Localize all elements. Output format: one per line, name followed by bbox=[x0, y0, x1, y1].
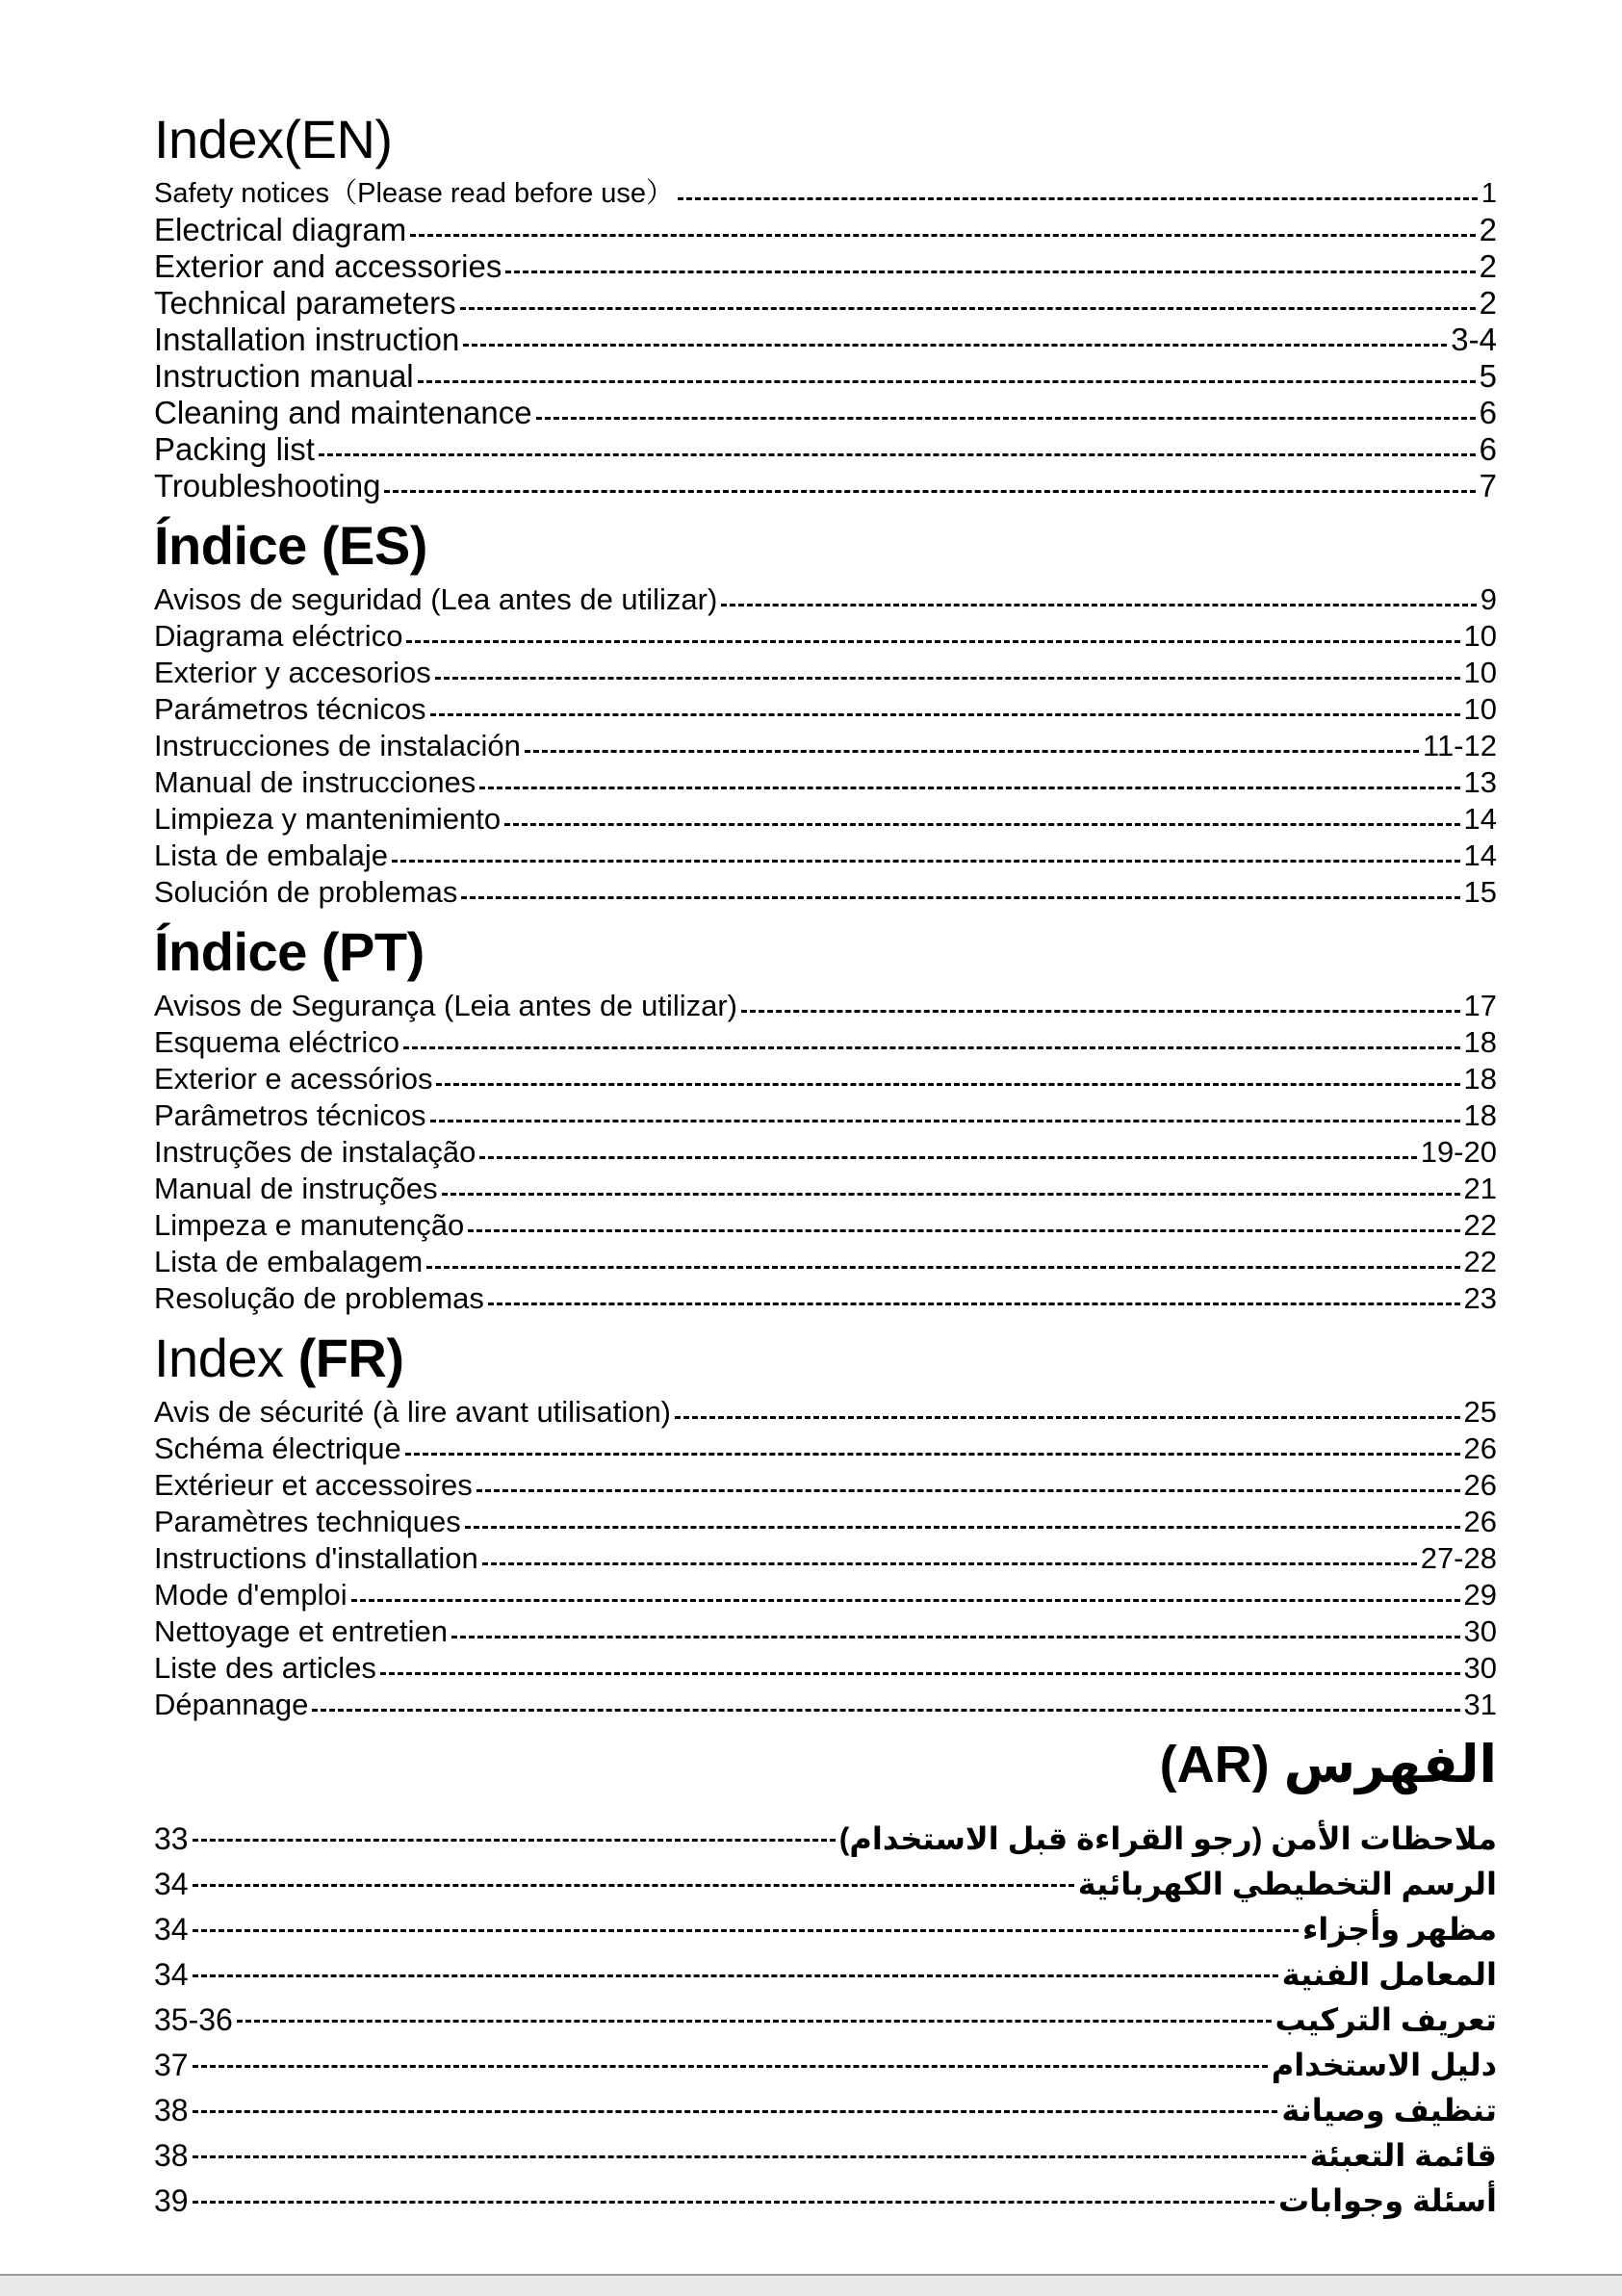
entry-label: Instructions d'installation bbox=[154, 1541, 478, 1575]
entry-page: 1 bbox=[1480, 178, 1497, 209]
section-en bbox=[154, 108, 1497, 503]
toc-entry[interactable] bbox=[154, 726, 1497, 762]
entry-page: 15 bbox=[1463, 875, 1497, 909]
entry-page: 26 bbox=[1463, 1432, 1497, 1465]
entry-label: Technical parameters bbox=[154, 285, 456, 321]
dot-leader bbox=[403, 1046, 1460, 1049]
dot-leader bbox=[193, 2065, 1268, 2068]
dot-leader bbox=[430, 713, 1460, 716]
dot-leader bbox=[468, 1229, 1459, 1232]
entry-page: 10 bbox=[1463, 692, 1497, 726]
entry-page: 26 bbox=[1463, 1468, 1497, 1502]
dot-leader bbox=[193, 2155, 1306, 2158]
toc-entry[interactable] bbox=[154, 1810, 1497, 1855]
entry-label: المعامل الفنية bbox=[1281, 1957, 1497, 1992]
entry-page: 6 bbox=[1479, 395, 1497, 430]
entry-page: 39 bbox=[154, 2183, 189, 2218]
entry-page: 21 bbox=[1463, 1172, 1497, 1205]
entry-label: Instruction manual bbox=[154, 358, 414, 394]
entry-page: 27-28 bbox=[1420, 1541, 1497, 1575]
toc-entry[interactable] bbox=[154, 799, 1497, 836]
dot-leader bbox=[430, 1120, 1460, 1122]
toc-entry[interactable] bbox=[154, 762, 1497, 799]
entry-label: Paramètres techniques bbox=[154, 1505, 461, 1538]
entry-page: 26 bbox=[1463, 1505, 1497, 1538]
toc-entry[interactable] bbox=[154, 872, 1497, 909]
entry-page: 18 bbox=[1463, 1062, 1497, 1096]
dot-leader bbox=[435, 677, 1460, 680]
section-fr bbox=[154, 1327, 1497, 1721]
section-pt bbox=[154, 920, 1497, 1315]
entry-label: Extérieur et accessoires bbox=[154, 1468, 473, 1502]
toc-entry[interactable] bbox=[154, 653, 1497, 689]
entry-label: أسئلة وجوابات bbox=[1277, 2183, 1497, 2218]
entry-page: 2 bbox=[1479, 248, 1497, 284]
toc-entry[interactable] bbox=[154, 1205, 1497, 1242]
dot-leader bbox=[410, 234, 1475, 237]
entry-page: 29 bbox=[1463, 1578, 1497, 1612]
toc-entry[interactable] bbox=[154, 1022, 1497, 1059]
dot-leader bbox=[525, 750, 1419, 753]
entry-page: 38 bbox=[154, 2138, 189, 2173]
entry-page: 34 bbox=[154, 1912, 189, 1947]
entry-page: 2 bbox=[1479, 212, 1497, 247]
table-of-contents bbox=[154, 108, 1497, 2217]
toc-entry[interactable] bbox=[154, 320, 1497, 356]
toc-entry[interactable] bbox=[154, 1991, 1497, 2036]
section-heading-ar: الفهرس (AR) bbox=[1159, 1736, 1497, 1793]
entry-label: Diagrama eléctrico bbox=[154, 619, 403, 653]
toc-entry[interactable] bbox=[154, 1855, 1497, 1900]
entry-label: Troubleshooting bbox=[154, 468, 381, 503]
entry-page: 22 bbox=[1463, 1208, 1497, 1242]
entry-label: Packing list bbox=[154, 431, 315, 467]
entry-label: Resolução de problemas bbox=[154, 1281, 484, 1315]
heading-bold: (FR) bbox=[297, 1328, 404, 1388]
entry-label: Exterior and accessories bbox=[154, 248, 502, 284]
dot-leader bbox=[193, 1839, 836, 1842]
entry-label: ملاحظات الأمن (رجو القراءة قبل الاستخدام) bbox=[838, 1821, 1497, 1856]
entry-page: 10 bbox=[1463, 619, 1497, 653]
toc-entry[interactable] bbox=[154, 1242, 1497, 1278]
entry-label: Dépannage bbox=[154, 1688, 309, 1721]
entry-label: Electrical diagram bbox=[154, 212, 407, 247]
dot-leader bbox=[442, 1193, 1460, 1196]
entry-page: 11-12 bbox=[1423, 729, 1497, 762]
dot-leader bbox=[479, 787, 1459, 789]
section-ar bbox=[154, 1731, 1497, 2217]
entry-page: 9 bbox=[1480, 582, 1497, 616]
entry-label: Parâmetros técnicos bbox=[154, 1098, 426, 1132]
toc-entry[interactable] bbox=[154, 836, 1497, 872]
dot-leader bbox=[319, 453, 1476, 456]
dot-leader bbox=[193, 2201, 1274, 2204]
dot-leader bbox=[505, 271, 1475, 273]
entry-label: Cleaning and maintenance bbox=[154, 395, 532, 430]
toc-entry[interactable] bbox=[154, 1648, 1497, 1685]
entry-label: Manual de instruções bbox=[154, 1172, 438, 1205]
dot-leader bbox=[465, 1526, 1460, 1529]
toc-entry[interactable] bbox=[154, 283, 1497, 320]
section-es bbox=[154, 514, 1497, 909]
toc-entry[interactable] bbox=[154, 2127, 1497, 2172]
entry-label: Installation instruction bbox=[154, 322, 460, 357]
dot-leader bbox=[741, 1010, 1460, 1013]
toc-entry[interactable] bbox=[154, 246, 1497, 283]
entry-label: Lista de embalaje bbox=[154, 838, 388, 872]
entry-label: Instruções de instalação bbox=[154, 1135, 476, 1169]
entry-label: دليل الاستخدام bbox=[1271, 2048, 1497, 2082]
entry-label: قائمة التعبئة bbox=[1309, 2138, 1497, 2173]
entry-label: Exterior e acessórios bbox=[154, 1062, 433, 1096]
dot-leader bbox=[405, 1453, 1460, 1456]
entry-label: Liste des articles bbox=[154, 1651, 376, 1685]
section-heading-en: Index(EN) bbox=[154, 109, 393, 169]
entry-page: 14 bbox=[1463, 802, 1497, 836]
heading-plain: Index bbox=[154, 1328, 284, 1388]
toc-entry[interactable] bbox=[154, 1900, 1497, 1946]
entry-page: 10 bbox=[1463, 656, 1497, 689]
dot-leader bbox=[193, 2110, 1278, 2113]
entry-label: Limpieza y mantenimiento bbox=[154, 802, 502, 836]
entry-label: Limpeza e manutenção bbox=[154, 1208, 465, 1242]
entry-label: مظهر وأجزاء bbox=[1301, 1912, 1497, 1947]
dot-leader bbox=[237, 2020, 1272, 2023]
dot-leader bbox=[384, 490, 1475, 493]
toc-entry[interactable] bbox=[154, 1575, 1497, 1612]
toc-entry[interactable] bbox=[154, 689, 1497, 726]
dot-leader bbox=[451, 1636, 1459, 1638]
dot-leader bbox=[504, 823, 1459, 826]
dot-leader bbox=[460, 307, 1476, 310]
dot-leader bbox=[406, 640, 1459, 643]
entry-label: Lista de embalagem bbox=[154, 1245, 424, 1278]
dot-leader bbox=[482, 1562, 1417, 1565]
dot-leader bbox=[488, 1303, 1460, 1305]
dot-leader bbox=[392, 860, 1460, 863]
entry-page: 38 bbox=[154, 2093, 189, 2128]
entry-page: 34 bbox=[154, 1867, 189, 1901]
dot-leader bbox=[351, 1599, 1460, 1602]
toc-entry[interactable] bbox=[154, 210, 1497, 246]
entry-label: Nettoyage et entretien bbox=[154, 1614, 449, 1648]
entry-page: 23 bbox=[1463, 1281, 1497, 1315]
entry-label: Exterior y accesorios bbox=[154, 656, 431, 689]
entry-label: تنظيف وصيانة bbox=[1281, 2093, 1497, 2128]
entry-page: 33 bbox=[154, 1821, 189, 1856]
entry-page: 25 bbox=[1463, 1395, 1497, 1429]
dot-leader bbox=[312, 1709, 1459, 1712]
entry-page: 6 bbox=[1479, 431, 1497, 467]
toc-entry[interactable] bbox=[154, 1538, 1497, 1575]
entry-label: الرسم التخطيطي الكهربائية bbox=[1077, 1867, 1497, 1901]
toc-entry[interactable] bbox=[154, 1169, 1497, 1205]
entry-label: Safety notices（Please read before use） bbox=[154, 178, 675, 209]
entry-label: Avisos de seguridad (Lea antes de utilizar) bbox=[154, 582, 718, 616]
toc-entry[interactable] bbox=[154, 1465, 1497, 1502]
entry-page: 34 bbox=[154, 1957, 189, 1992]
page-bottom-border bbox=[0, 2274, 1622, 2296]
section-heading-es: Índice (ES) bbox=[154, 515, 427, 576]
toc-entry[interactable] bbox=[154, 1612, 1497, 1648]
dot-leader bbox=[476, 1489, 1460, 1492]
entry-page: 7 bbox=[1479, 468, 1497, 503]
dot-leader bbox=[193, 1884, 1074, 1887]
dot-leader bbox=[193, 1974, 1278, 1977]
entry-label: تعريف التركيب bbox=[1274, 2002, 1497, 2037]
section-heading-pt: Índice (PT) bbox=[154, 921, 425, 982]
entry-page: 31 bbox=[1463, 1688, 1497, 1721]
toc-entry[interactable] bbox=[154, 1685, 1497, 1721]
entry-label: Avis de sécurité (à lire avant utilisation) bbox=[154, 1395, 672, 1429]
entry-label: Mode d'emploi bbox=[154, 1578, 348, 1612]
entry-page: 18 bbox=[1463, 1098, 1497, 1132]
entry-label: Instrucciones de instalación bbox=[154, 729, 521, 762]
entry-page: 5 bbox=[1479, 358, 1497, 394]
toc-entry[interactable] bbox=[154, 1096, 1497, 1132]
toc-entry[interactable] bbox=[154, 429, 1497, 466]
entry-page: 14 bbox=[1463, 838, 1497, 872]
toc-entry[interactable] bbox=[154, 1502, 1497, 1538]
entry-label: Esquema eléctrico bbox=[154, 1025, 400, 1059]
dot-leader bbox=[436, 1083, 1459, 1086]
toc-entry[interactable] bbox=[154, 1132, 1497, 1169]
entry-page: 37 bbox=[154, 2048, 189, 2082]
toc-entry[interactable] bbox=[154, 1429, 1497, 1465]
section-heading-fr bbox=[154, 1327, 1497, 1390]
toc-entry[interactable] bbox=[154, 1278, 1497, 1315]
toc-entry[interactable] bbox=[154, 173, 1497, 210]
entry-label: Manual de instrucciones bbox=[154, 765, 476, 799]
entry-label: Schéma électrique bbox=[154, 1432, 401, 1465]
toc-entry[interactable] bbox=[154, 986, 1497, 1022]
dot-leader bbox=[426, 1266, 1459, 1269]
dot-leader bbox=[721, 604, 1476, 606]
entry-page: 13 bbox=[1463, 765, 1497, 799]
entry-page: 19-20 bbox=[1420, 1135, 1497, 1169]
entry-label: Solución de problemas bbox=[154, 875, 458, 909]
toc-entry[interactable] bbox=[154, 1946, 1497, 1991]
toc-entry[interactable] bbox=[154, 616, 1497, 653]
toc-entry[interactable] bbox=[154, 2036, 1497, 2081]
entry-page: 30 bbox=[1463, 1614, 1497, 1648]
dot-leader bbox=[418, 380, 1476, 383]
toc-entry[interactable] bbox=[154, 1392, 1497, 1429]
entry-page: 30 bbox=[1463, 1651, 1497, 1685]
toc-entry[interactable] bbox=[154, 466, 1497, 503]
dot-leader bbox=[193, 1929, 1299, 1932]
entry-label: Avisos de Segurança (Leia antes de utilizar) bbox=[154, 989, 737, 1022]
dot-leader bbox=[678, 197, 1478, 200]
toc-entry[interactable] bbox=[154, 580, 1497, 616]
entry-page: 17 bbox=[1463, 989, 1497, 1022]
dot-leader bbox=[380, 1672, 1460, 1675]
toc-entry[interactable] bbox=[154, 2081, 1497, 2127]
dot-leader bbox=[463, 344, 1447, 347]
dot-leader bbox=[461, 896, 1459, 899]
toc-entry[interactable] bbox=[154, 1059, 1497, 1096]
entry-page: 2 bbox=[1479, 285, 1497, 321]
dot-leader bbox=[536, 417, 1476, 420]
dot-leader bbox=[479, 1156, 1416, 1159]
dot-leader bbox=[675, 1416, 1460, 1419]
toc-entry[interactable] bbox=[154, 2172, 1497, 2217]
toc-entry[interactable] bbox=[154, 393, 1497, 429]
entry-page: 22 bbox=[1463, 1245, 1497, 1278]
toc-entry[interactable] bbox=[154, 356, 1497, 393]
entry-page: 3-4 bbox=[1451, 322, 1497, 357]
entry-page: 18 bbox=[1463, 1025, 1497, 1059]
entry-page: 35-36 bbox=[154, 2002, 233, 2037]
entry-label: Parámetros técnicos bbox=[154, 692, 426, 726]
